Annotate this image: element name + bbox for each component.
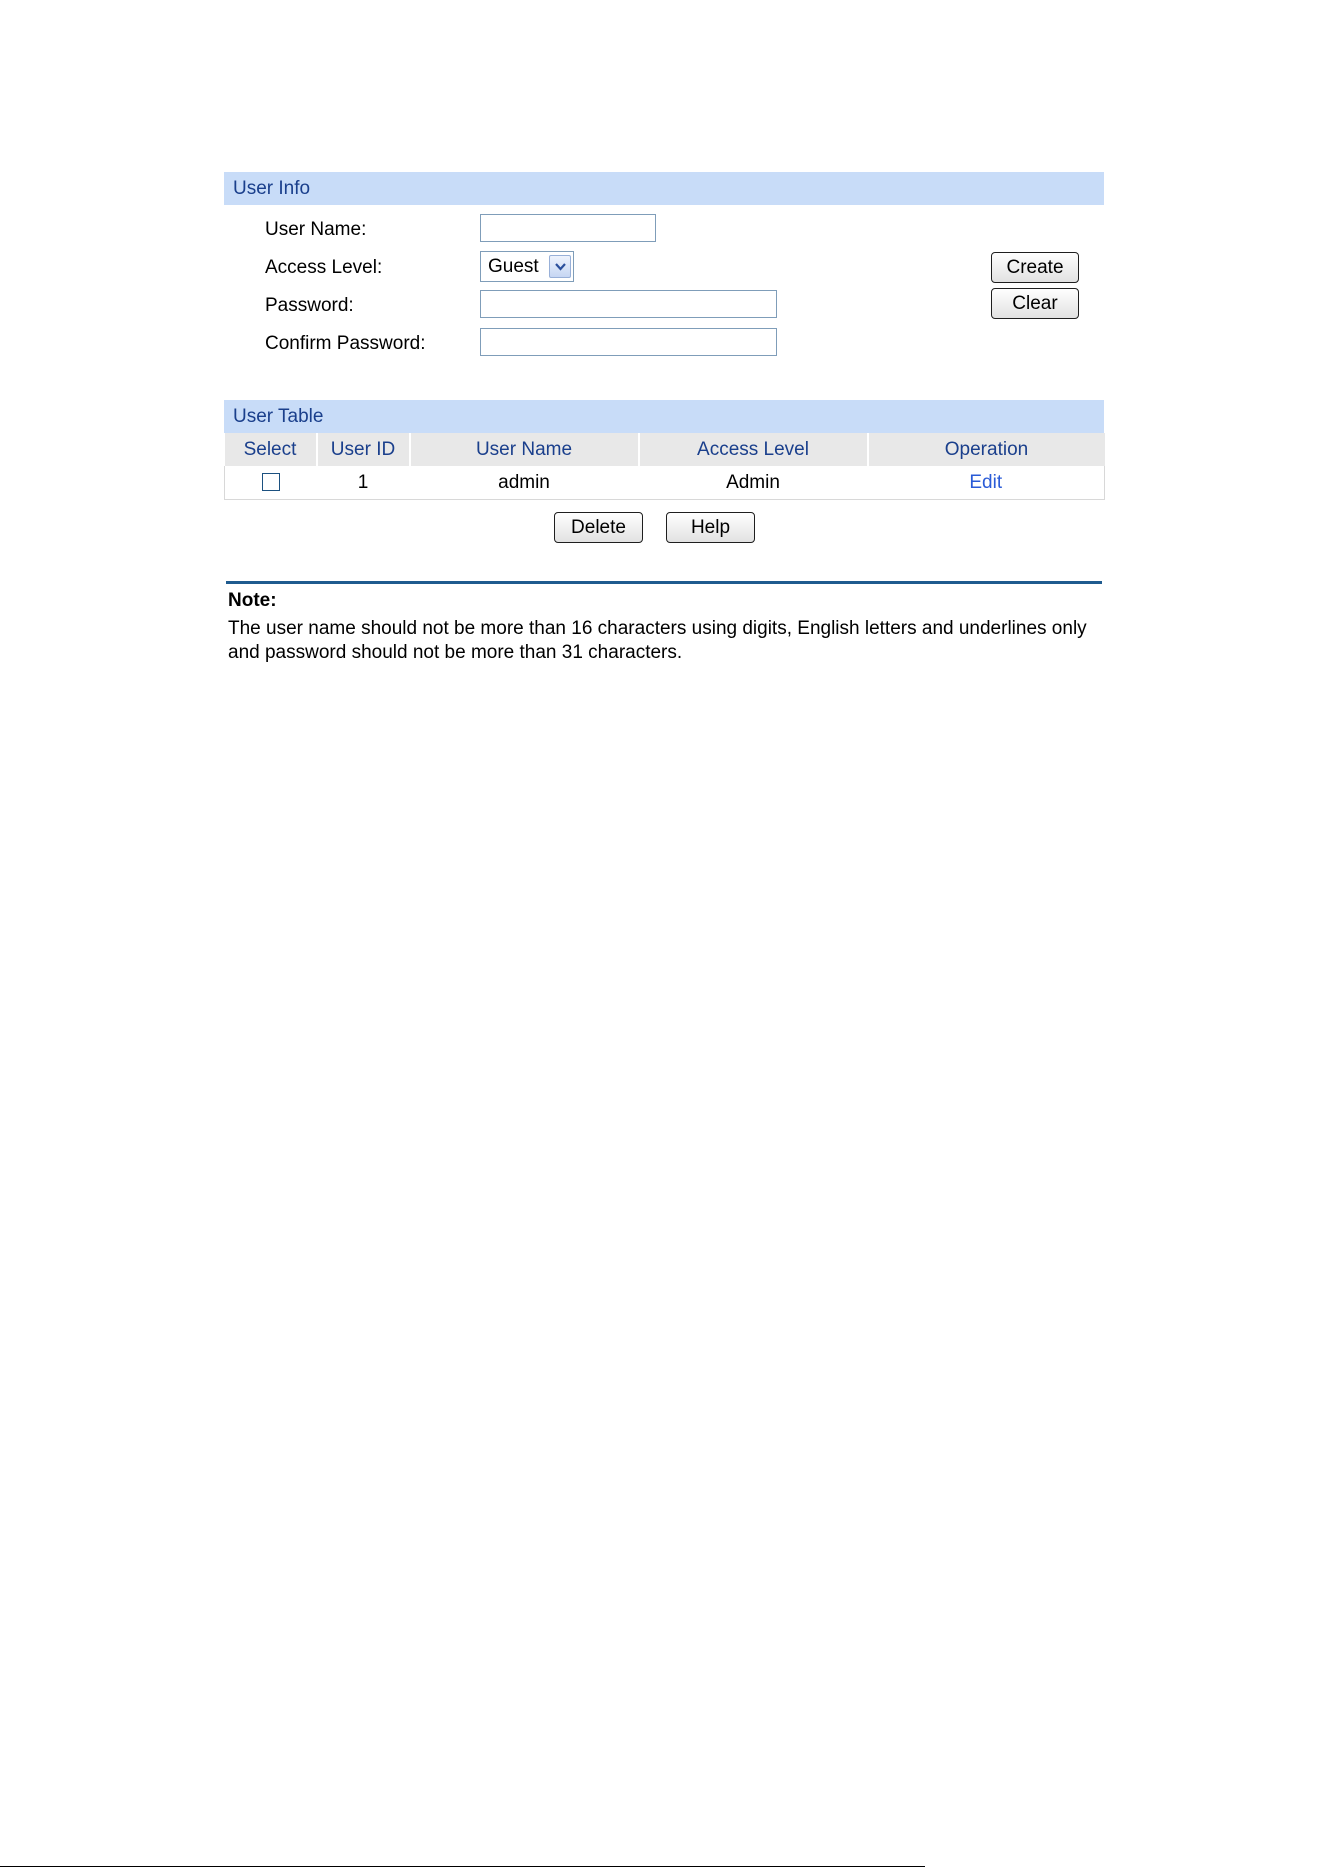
user-name-input[interactable]	[480, 214, 656, 242]
password-input[interactable]	[480, 290, 777, 318]
access-level-cell: Admin	[639, 466, 868, 500]
note-title: Note:	[228, 590, 277, 611]
note-text: The user name should not be more than 16 characters using digits, English letters and underlines only and password should not be more than 31 characters.	[228, 618, 1087, 663]
user-name-label: User Name:	[265, 219, 367, 240]
column-header-access-level: Access Level	[639, 433, 868, 466]
select-cell	[225, 466, 317, 500]
password-label: Password:	[265, 295, 354, 316]
access-level-value: Guest	[488, 256, 539, 277]
help-button[interactable]: Help	[666, 512, 755, 543]
chevron-down-icon[interactable]	[549, 255, 571, 278]
create-button[interactable]: Create	[991, 252, 1079, 283]
access-level-label: Access Level:	[265, 257, 383, 278]
column-header-operation: Operation	[868, 433, 1105, 466]
page-bottom-divider	[0, 1866, 925, 1867]
column-header-user-id: User ID	[317, 433, 410, 466]
user-id-cell: 1	[317, 466, 410, 500]
delete-button[interactable]: Delete	[554, 512, 643, 543]
column-header-select: Select	[225, 433, 317, 466]
access-level-select[interactable]	[480, 251, 574, 282]
operation-cell	[868, 466, 1105, 500]
user-table-header: User Table	[224, 400, 1104, 433]
user-info-header: User Info	[224, 172, 1104, 205]
user-name-cell: admin	[410, 466, 639, 500]
confirm-password-label: Confirm Password:	[265, 333, 426, 354]
confirm-password-input[interactable]	[480, 328, 777, 356]
clear-button[interactable]: Clear	[991, 288, 1079, 319]
row-select-checkbox[interactable]	[262, 473, 280, 491]
note-divider	[226, 581, 1102, 584]
table-row	[225, 466, 1105, 500]
column-header-user-name: User Name	[410, 433, 639, 466]
edit-link[interactable]: Edit	[969, 471, 1003, 493]
user-table	[224, 433, 1105, 500]
